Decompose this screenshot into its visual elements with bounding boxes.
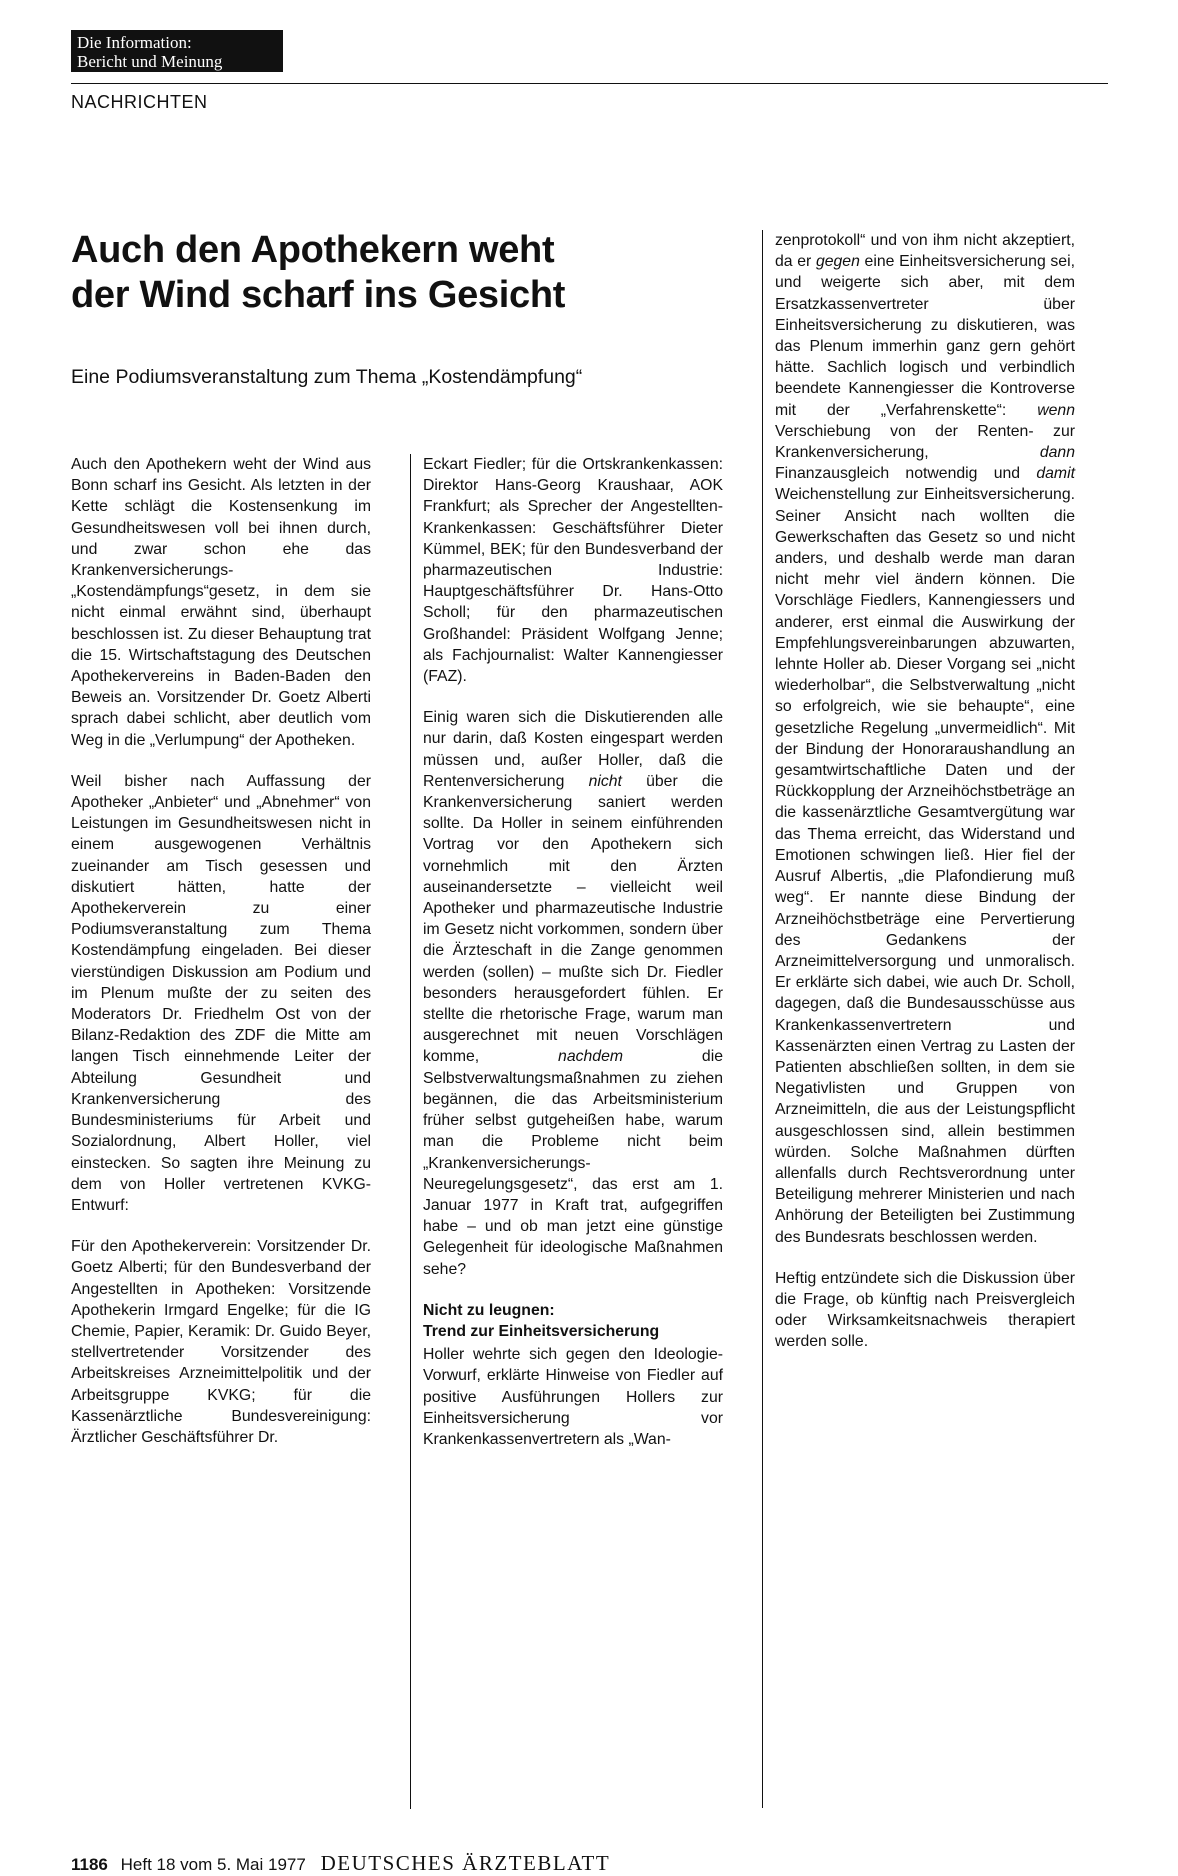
text-column-2 (423, 454, 723, 1470)
headline-line-2: der Wind scharf ins Gesicht (71, 274, 566, 316)
text-run: Verschiebung von der Renten- zur Krankenversicherung, (775, 422, 1075, 462)
paragraph: Heftig entzündete sich die Diskussion über die Frage, ob künftig nach Preisvergleich oder Wirksamkeitsnachweis therapiert werden solle. (775, 1269, 1075, 1351)
emphasis: damit (1036, 465, 1075, 483)
text-run: eine Einheitsversicherung sei, und weigerte sich aber, mit dem Ersatzkassenvertreter über Einheitsversicherung zu diskutieren, was das Plenum immerhin ganz gern gehört hätte. Sachlich logisch und verbindlich beendete Kannengiesser die Kontroverse mit der „Verfahrenskette“: (775, 253, 1075, 419)
article-headline (71, 228, 691, 318)
paragraph (423, 707, 723, 1279)
paragraph (775, 230, 1075, 1248)
article-subtitle: Eine Podiumsveranstaltung zum Thema „Kostendämpfung“ (71, 366, 583, 388)
text-run: die Selbstverwaltungsmaßnahmen zu ziehen begännen, die das Arbeitsministerium früher selbst gutgeheißen habe, warum man die Probleme nicht beim „Krankenversicherungs-Neuregelungsgesetz“, das erst am 1. Januar 1977 in Kraft trat, aufgegriffen habe – und ob man jetzt eine günstige Gelegenheit für ideologische Maßnahmen sehe? (423, 1048, 723, 1278)
rubric-label (71, 30, 283, 72)
text-run: Weichenstellung zur Einheitsversicherung. Seiner Ansicht nach wollten die Gewerkschaften das Gesetz so und nicht anders, und deshalb werde man daran nicht mehr viel ändern können. Die Vorschläge Fiedlers, Kannengiessers und anderer, erst einmal die Auswirkung der Empfehlungsvereinbarungen abzuwarten, lehnte Holler ab. Dieser Vorgang sei „nicht wiederholbar“, die Selbstverwaltung „nicht so erfolgreich, wie sie behaupte“, eine gesetzliche Regelung „unvermeidlich“. Mit der Bindung der Honoraraushandlung an gesamtwirtschaftliche Daten und der Rückkopplung der Arzneihöchstbeträge an die kassenärztliche Gesamtvergütung war das Thema erreicht, das Widerstand und Emotionen schwingen ließ. Hier fiel der Ausruf Albertis, „die Plafondierung muß weg“. Er nannte diese Bindung der Arzneihöchstbeträge eine Pervertierung des Gedankens der Arzneimittelversorgung und unmoralisch. Er erklärte sich dabei, wie auch Dr. Scholl, dagegen, daß die Bundesausschüsse aus Krankenkassenvertretern und Kassenärzten einen Vertrag zu Lasten der Patienten abschließen sollten, in dem sie Negativlisten und Gruppen von Arzneimitteln, die aus der Leistungspflicht ausgeschlossen sind, allein bestimmen würden. Solche Maßnahmen dürften allenfalls durch Rechtsverordnung unter Beteiligung mehrerer Ministerien und nach Anhörung der Beteiligten bei Zustimmung des Bundesrats beschlossen werden. (775, 486, 1075, 1246)
column-divider (762, 230, 763, 1808)
text-run: Finanzausgleich notwendig und (775, 465, 1037, 483)
page-number: 1186 (71, 1855, 108, 1874)
rubric-line-2: Bericht und Meinung (77, 52, 223, 71)
subheading-line-1: Nicht zu leugnen: (423, 1301, 555, 1319)
emphasis: wenn (1037, 401, 1075, 419)
emphasis: gegen (815, 253, 860, 271)
section-label: NACHRICHTEN (71, 92, 208, 112)
paragraph: Weil bisher nach Auffassung der Apotheker „Anbieter“ und „Abnehmer“ von Leistungen im Gesundheitswesen nicht in einem ausgewogenen Verhältnis zueinander am Tisch gesessen und diskutiert hätten, hatte der Apothekerverein zu einer Podiumsveranstaltung zum Thema Kostendämpfung eingeladen. Bei dieser vierstündigen Diskussion am Podium und im Plenum mußte der zu seiten des Moderators Dr. Friedhelm Ost von der Bilanz-Redaktion des ZDF die Mitte am langen Tisch einnehmende Leiter der Abteilung Gesundheit und Krankenversicherung des Bundesministeriums für Arbeit und Sozialordnung, Albert Holler, viel einstecken. So sagten ihre Meinung zu dem von Holler vertretenen KVKG-Entwurf: (71, 772, 371, 1214)
text-column-1 (71, 454, 371, 1468)
top-divider (71, 83, 1108, 84)
text-run: über die Krankenversicherung saniert werden sollte. Da Holler in seinem einführenden Vortrag vor den Apothekern sich vornehmlich mit den Ärzten auseinandersetzte – vielleicht weil Apotheker und pharmazeutische Industrie im Gesetz nicht vorkommen, sondern über die Ärzteschaft in die Zange genommen werden (sollen) – mußte sich Dr. Fiedler besonders herausgefordert fühlen. Er stellte die rhetorische Frage, warum man ausgerechnet mit neuen Vorschlägen komme, (423, 772, 723, 1066)
paragraph: Eckart Fiedler; für die Ortskrankenkassen: Direktor Hans-Georg Kraushaar, AOK Frankfurt; als Sprecher der Angestellten-Krankenkassen: Geschäftsführer Dieter Kümmel, BEK; für den Bundesverband der pharmazeutischen Industrie: Hauptgeschäftsführer Dr. Hans-Otto Scholl; für den pharmazeutischen Großhandel: Präsident Wolfgang Jenne; als Fachjournalist: Walter Kannengiesser (FAZ). (423, 456, 723, 686)
rubric-line-1: Die Information: (77, 33, 192, 52)
page-footer (71, 1851, 610, 1876)
subheading-line-2: Trend zur Einheitsversicherung (423, 1322, 660, 1340)
emphasis: nachdem (558, 1048, 624, 1066)
issue-info: Heft 18 vom 5. Mai 1977 (120, 1855, 306, 1874)
subheading (423, 1300, 723, 1342)
paragraph: Für den Apothekerverein: Vorsitzender Dr. Goetz Alberti; für den Bundesverband der Angestellten in Apotheken: Vorsitzende Apothekerin Irmgard Engelke; für die IG Chemie, Papier, Keramik: Dr. Guido Beyer, stellvertretender Vorsitzender des Arbeitskreises Arzneimittelpolitik und der Arbeitsgruppe KVKG; für die Kassenärztliche Bundesvereinigung: Ärztlicher Geschäftsführer Dr. (71, 1238, 371, 1446)
text-run: Einig waren sich die Diskutierenden alle nur darin, daß Kosten eingespart werden müssen und, außer Holler, daß die Rentenversicherung (423, 709, 723, 790)
column-divider (410, 454, 411, 1809)
paragraph: Holler wehrte sich gegen den Ideologie-Vorwurf, erklärte Hinweise von Fiedler auf positive Ausführungen Hollers zur Einheitsversicherung vor Krankenkassenvertretern als „Wan- (423, 1346, 723, 1448)
emphasis: dann (1039, 444, 1075, 462)
text-column-3 (775, 230, 1075, 1373)
journal-name: DEUTSCHES ÄRZTEBLATT (320, 1851, 611, 1875)
headline-line-1: Auch den Apothekern weht (71, 229, 555, 271)
emphasis: nicht (588, 772, 622, 790)
paragraph: Auch den Apothekern weht der Wind aus Bonn scharf ins Gesicht. Als letzten in der Kette schlägt die Kostensenkung im Gesundheitswesen voll bei ihnen durch, und zwar schon ehe das Krankenversicherungs-„Kostendämpfungs“gesetz, in dem sie nicht einmal erwähnt sind, überhaupt beschlossen ist. Zu dieser Behauptung trat die 15. Wirtschaftstagung des Deutschen Apothekervereins in Baden-Baden den Beweis an. Vorsitzender Dr. Goetz Alberti sprach dabei schlicht, aber deutlich vom Weg in die „Verlumpung“ der Apotheken. (71, 456, 371, 749)
text-run: zenprotokoll“ und von ihm nicht akzeptiert, da er (775, 232, 1075, 271)
